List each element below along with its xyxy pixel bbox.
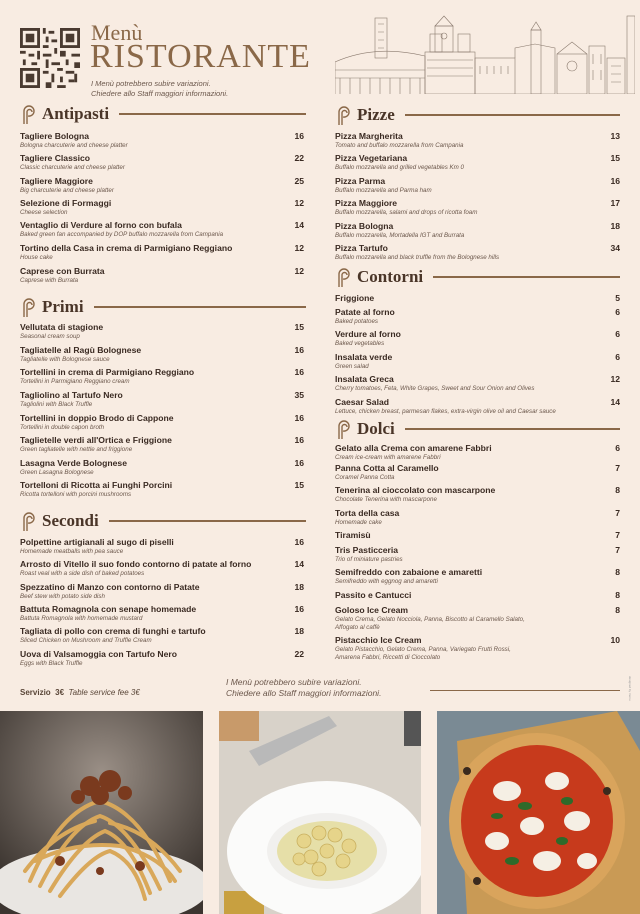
tortellini-in-broth-photo <box>219 711 421 914</box>
menu-item <box>20 322 304 340</box>
menu-item-price: 7 <box>615 530 620 540</box>
menu-item-name: Friggione <box>335 293 375 303</box>
menu-item-price: 16 <box>294 604 304 614</box>
section-header-dolci <box>335 418 620 440</box>
menu-item <box>20 604 304 622</box>
menu-item-description: Coramel Panna Cotta <box>335 474 395 481</box>
menu-item <box>335 352 620 370</box>
menu-item-description: Tomato and buffalo mozzarella from Campania <box>335 142 464 149</box>
menu-item-description: Tortellini in Parmigiano Reggiano cream <box>20 378 130 385</box>
menu-item-price: 12 <box>294 243 304 253</box>
menu-item-description: Cherry tomatoes, Feta, White Grapes, Sweet and Sour Onion and Olives <box>335 385 535 392</box>
restaurant-title: RISTORANTE <box>90 38 311 75</box>
restaurant-logo-icon <box>20 296 38 318</box>
photo-credit: designed by menu <box>628 676 632 701</box>
menu-item <box>20 131 304 149</box>
menu-item <box>20 198 304 216</box>
menu-item-name: Pizza Bologna <box>335 221 394 231</box>
menu-item-price: 8 <box>615 605 620 615</box>
menu-item-price: 16 <box>610 176 620 186</box>
menu-item-description: Ricotta tortelloni with porcini mushrooms <box>20 491 132 498</box>
service-price: 3€ <box>55 688 65 697</box>
qr-code <box>20 28 80 88</box>
section-header-primi <box>20 296 306 318</box>
restaurant-logo-icon <box>20 510 38 532</box>
menu-item <box>335 485 620 503</box>
menu-item-name: Pizza Parma <box>335 176 386 186</box>
menu-item-price: 6 <box>615 352 620 362</box>
tagliatelle-photo <box>0 711 203 914</box>
menu-item-description: Buffalo mozzarella and grilled vegetables Km 0 <box>335 164 464 171</box>
menu-item-name: Battuta Romagnola con senape homemade <box>20 604 197 614</box>
menu-item-name: Passito e Cantucci <box>335 590 412 600</box>
menu-item <box>20 537 304 555</box>
menu-item-name: Pistacchio Ice Cream <box>335 635 422 645</box>
menu-item-price: 8 <box>615 590 620 600</box>
menu-item-price: 15 <box>294 480 304 490</box>
menu-item-description: Cream ice-cream with amarene Fabbri <box>335 454 441 461</box>
divider <box>94 306 306 308</box>
menu-item-name: Pizza Tartufo <box>335 243 388 253</box>
menu-item-description: Green Lasagna Bolognese <box>20 469 94 476</box>
menu-item <box>335 545 620 563</box>
menu-item-description: Roast veal with a side dish of baked potatoes <box>20 570 145 577</box>
service-fee <box>20 688 140 697</box>
menu-item <box>335 463 620 481</box>
menu-item-name: Tagliolino al Tartufo Nero <box>20 390 123 400</box>
menu-item-price: 15 <box>610 153 620 163</box>
pizza-margherita-photo <box>437 711 640 914</box>
menu-item <box>335 153 620 171</box>
menu-item-price: 8 <box>615 485 620 495</box>
section-header-secondi <box>20 510 306 532</box>
menu-item-description: Buffalo mozzarella and Parma ham <box>335 187 432 194</box>
menu-item-name: Insalata verde <box>335 352 393 362</box>
menu-item-name: Tagliatelle al Ragù Bolognese <box>20 345 142 355</box>
menu-item-name: Tagliere Bologna <box>20 131 90 141</box>
menu-item-name: Goloso Ice Cream <box>335 605 409 615</box>
menu-item <box>20 220 304 238</box>
section-title: Dolci <box>357 419 395 438</box>
menu-item-description: Buffalo mozzarella, Mortadella IGT and Burrata <box>335 232 465 239</box>
menu-item-description: Chocolate Tenerina with mascarpone <box>335 496 437 503</box>
menu-item-description: Tagliatelle with Bolognese sauce <box>20 356 110 363</box>
menu-item-name: Tagliere Classico <box>20 153 91 163</box>
menu-item-description: Baked potatoes <box>335 318 379 325</box>
menu-item-price: 18 <box>294 582 304 592</box>
footer-divider <box>430 690 620 691</box>
menu-item-description: Homemade cake <box>335 519 382 526</box>
menu-item-description: House cake <box>20 254 53 261</box>
menu-item-description: Battuta Romagnola with homemade mustard <box>20 615 143 622</box>
menu-item-description: Lettuce, chicken breast, parmesan flakes, extra-virgin olive oil and Caesar sauce <box>335 408 556 415</box>
menu-item-name: Torta della casa <box>335 508 400 518</box>
restaurant-logo-icon <box>335 104 353 126</box>
menu-item-price: 22 <box>294 153 304 163</box>
menu-item <box>335 567 620 585</box>
menu-item-name: Caesar Salad <box>335 397 389 407</box>
menu-item-name: Lasagna Verde Bolognese <box>20 458 127 468</box>
menu-item-price: 16 <box>294 537 304 547</box>
menu-item <box>20 480 304 498</box>
menu-item-description: Seasonal cream soup <box>20 333 80 340</box>
menu-item-price: 7 <box>615 545 620 555</box>
menu-item-price: 25 <box>294 176 304 186</box>
menu-item-description: Affogato al caffè <box>335 624 380 631</box>
restaurant-logo-icon <box>335 418 353 440</box>
menu-item-name: Vellutata di stagione <box>20 322 104 332</box>
menu-item-description: Buffalo mozzarella, salami and drops of ricotta foam <box>335 209 478 216</box>
menu-item <box>20 176 304 194</box>
menu-item-description: Buffalo mozzarella and black truffle from the Bolognese hills <box>335 254 500 261</box>
menu-item-price: 16 <box>294 367 304 377</box>
section-title: Primi <box>42 297 84 316</box>
menu-item-description: Caprese with Burrata <box>20 277 79 284</box>
menu-item-name: Uova di Valsamoggia con Tartufo Nero <box>20 649 177 659</box>
header-note: I Menù potrebbero subire variazioni. Chiedere allo Staff maggiori informazioni. <box>91 79 229 98</box>
menu-item-name: Tortellini in crema di Parmigiano Reggiano <box>20 367 195 377</box>
menu-item-price: 16 <box>294 131 304 141</box>
menu-item <box>335 635 620 661</box>
menu-item-description: Cheese selection <box>20 209 68 216</box>
menu-item <box>335 508 620 526</box>
menu-item-name: Tortelloni di Ricotta ai Funghi Porcini <box>20 480 173 490</box>
menu-item-price: 6 <box>615 329 620 339</box>
menu-item <box>20 413 304 431</box>
menu-item-description: Eggs with Black Truffle <box>20 660 83 667</box>
menu-item <box>335 443 620 461</box>
menu-item-price: 12 <box>294 266 304 276</box>
menu-item <box>20 390 304 408</box>
menu-item <box>20 649 304 667</box>
divider <box>119 113 306 115</box>
menu-item-price: 7 <box>615 508 620 518</box>
menu-item-name: Tris Pasticceria <box>335 545 399 555</box>
menu-item-name: Verdure al forno <box>335 329 401 339</box>
menu-item-description: Green salad <box>335 363 369 370</box>
menu-item <box>335 176 620 194</box>
service-label: Servizio <box>20 688 51 697</box>
menu-item-description: Trio of miniature pastries <box>335 556 403 563</box>
menu-item-price: 18 <box>610 221 620 231</box>
menu-item-price: 14 <box>610 397 620 407</box>
menu-item-description: Beef stew with potato side dish <box>20 593 105 600</box>
menu-item <box>335 329 620 347</box>
menu-item-name: Selezione di Formaggi <box>20 198 112 208</box>
menu-item <box>20 559 304 577</box>
menu-item-price: 18 <box>294 626 304 636</box>
menu-item-description: Semifreddo with eggnog and amaretti <box>335 578 438 585</box>
menu-item <box>20 243 304 261</box>
menu-item-price: 12 <box>610 374 620 384</box>
menu-item-name: Pizza Margherita <box>335 131 403 141</box>
menu-item-price: 6 <box>615 443 620 453</box>
menu-item-price: 14 <box>294 559 304 569</box>
menu-item-price: 6 <box>615 307 620 317</box>
menu-item-description: Sliced Chicken on Mushroom and Truffle Cream <box>20 637 152 644</box>
menu-item-price: 8 <box>615 567 620 577</box>
menu-item <box>335 374 620 392</box>
menu-item-name: Pizza Maggiore <box>335 198 398 208</box>
section-title: Secondi <box>42 511 99 530</box>
divider <box>405 428 620 430</box>
menu-item-price: 16 <box>294 413 304 423</box>
menu-item-name: Insalata Greca <box>335 374 394 384</box>
menu-item-price: 16 <box>294 435 304 445</box>
menu-item-price: 17 <box>610 198 620 208</box>
menu-item-price: 12 <box>294 198 304 208</box>
service-fee-english: Table service fee 3€ <box>68 688 140 697</box>
menu-item-name: Arrosto di Vitello il suo fondo contorno di patate al forno <box>20 559 252 569</box>
menu-item <box>20 626 304 644</box>
menu-item-name: Patate al forno <box>335 307 395 317</box>
menu-item <box>20 153 304 171</box>
menu-item-name: Ventaglio di Verdure al forno con bufala <box>20 220 182 230</box>
divider <box>405 114 620 116</box>
section-header-antipasti <box>20 103 306 125</box>
menu-item-price: 22 <box>294 649 304 659</box>
menu-item-description: Baked vegetables <box>335 340 385 347</box>
menu-item-name: Tagliere Maggiore <box>20 176 93 186</box>
divider <box>433 276 620 278</box>
footer-note: I Menù potrebbero subire variazioni. Chiedere allo Staff maggiori informazioni. <box>226 677 382 698</box>
menu-item-name: Spezzatino di Manzo con contorno di Patate <box>20 582 200 592</box>
menu-item <box>20 435 304 453</box>
menu-item-price: 13 <box>610 131 620 141</box>
section-header-pizze <box>335 104 620 126</box>
menu-item-price: 7 <box>615 463 620 473</box>
menu-item-description: Homemade meatballs with pea sauce <box>20 548 124 555</box>
restaurant-logo-icon <box>20 103 38 125</box>
menu-item <box>335 307 620 325</box>
menu-item-name: Caprese con Burrata <box>20 266 105 276</box>
menu-item-name: Tagliata di pollo con crema di funghi e tartufo <box>20 626 206 636</box>
menu-item-name: Pizza Vegetariana <box>335 153 408 163</box>
menu-item <box>335 530 620 540</box>
menu-item-description: Tortellini in double capon broth <box>20 424 105 431</box>
menu-item-price: 15 <box>294 322 304 332</box>
menu-item-description: Bologna charcuterie and cheese platter <box>20 142 128 149</box>
menu-item-price: 34 <box>610 243 620 253</box>
menu-item-price: 35 <box>294 390 304 400</box>
menu-item-name: Tiramisù <box>335 530 371 540</box>
menu-item-name: Gelato alla Crema con amarene Fabbri <box>335 443 492 453</box>
menu-item-price: 10 <box>610 635 620 645</box>
menu-item-name: Semifreddo con zabaione e amaretti <box>335 567 483 577</box>
menu-item-name: Tortino della Casa in crema di Parmigiano Reggiano <box>20 243 233 253</box>
menu-item <box>335 397 620 415</box>
menu-word: Menù <box>91 20 143 45</box>
menu-item-name: Polpettine artigianali al sugo di piselli <box>20 537 174 547</box>
menu-item-price: 16 <box>294 458 304 468</box>
menu-item-description: Gelato Pistacchio, Gelato Crema, Panna, Variegato Frutti Rossi, <box>335 646 511 653</box>
menu-item-description: Big charcuterie and cheese platter <box>20 187 114 194</box>
section-header-contorni <box>335 266 620 288</box>
city-skyline-illustration <box>335 14 635 94</box>
menu-item <box>20 345 304 363</box>
menu-item <box>335 590 620 600</box>
menu-item <box>20 582 304 600</box>
menu-item-name: Taglietelle verdi all'Ortica e Friggione <box>20 435 172 445</box>
menu-item-description: Green tagliatelle with nettle and friggione <box>20 446 133 453</box>
menu-item <box>335 605 620 631</box>
menu-item <box>335 243 620 261</box>
menu-item <box>20 266 304 284</box>
menu-item-price: 16 <box>294 345 304 355</box>
section-title: Contorni <box>357 267 424 286</box>
menu-item-description: Gelato Crema, Gelato Nocciola, Panna, Biscotto al Caramello Salato, <box>335 616 525 623</box>
divider <box>109 520 306 522</box>
menu-item <box>335 221 620 239</box>
menu-item-description: Tagliolini with Black Truffle <box>20 401 93 408</box>
section-title: Pizze <box>357 105 395 124</box>
menu-item-price: 5 <box>615 293 620 303</box>
menu-item <box>335 293 620 303</box>
menu-item <box>20 367 304 385</box>
menu-item-name: Tenerina al cioccolato con mascarpone <box>335 485 496 495</box>
menu-item-name: Tortellini in doppio Brodo di Cappone <box>20 413 174 423</box>
menu-item <box>20 458 304 476</box>
restaurant-logo-icon <box>335 266 353 288</box>
menu-item-price: 14 <box>294 220 304 230</box>
menu-item-description: Amarena Fabbri, Riccetti di Cioccolato <box>335 654 441 661</box>
menu-item-description: Classic charcuterie and cheese platter <box>20 164 125 171</box>
menu-item-name: Panna Cotta al Caramello <box>335 463 439 473</box>
section-title: Antipasti <box>42 104 110 123</box>
menu-item-description: Baked green fan accompanied by DOP buffalo mozzarella from Campania <box>20 231 224 238</box>
menu-item <box>335 198 620 216</box>
menu-item <box>335 131 620 149</box>
